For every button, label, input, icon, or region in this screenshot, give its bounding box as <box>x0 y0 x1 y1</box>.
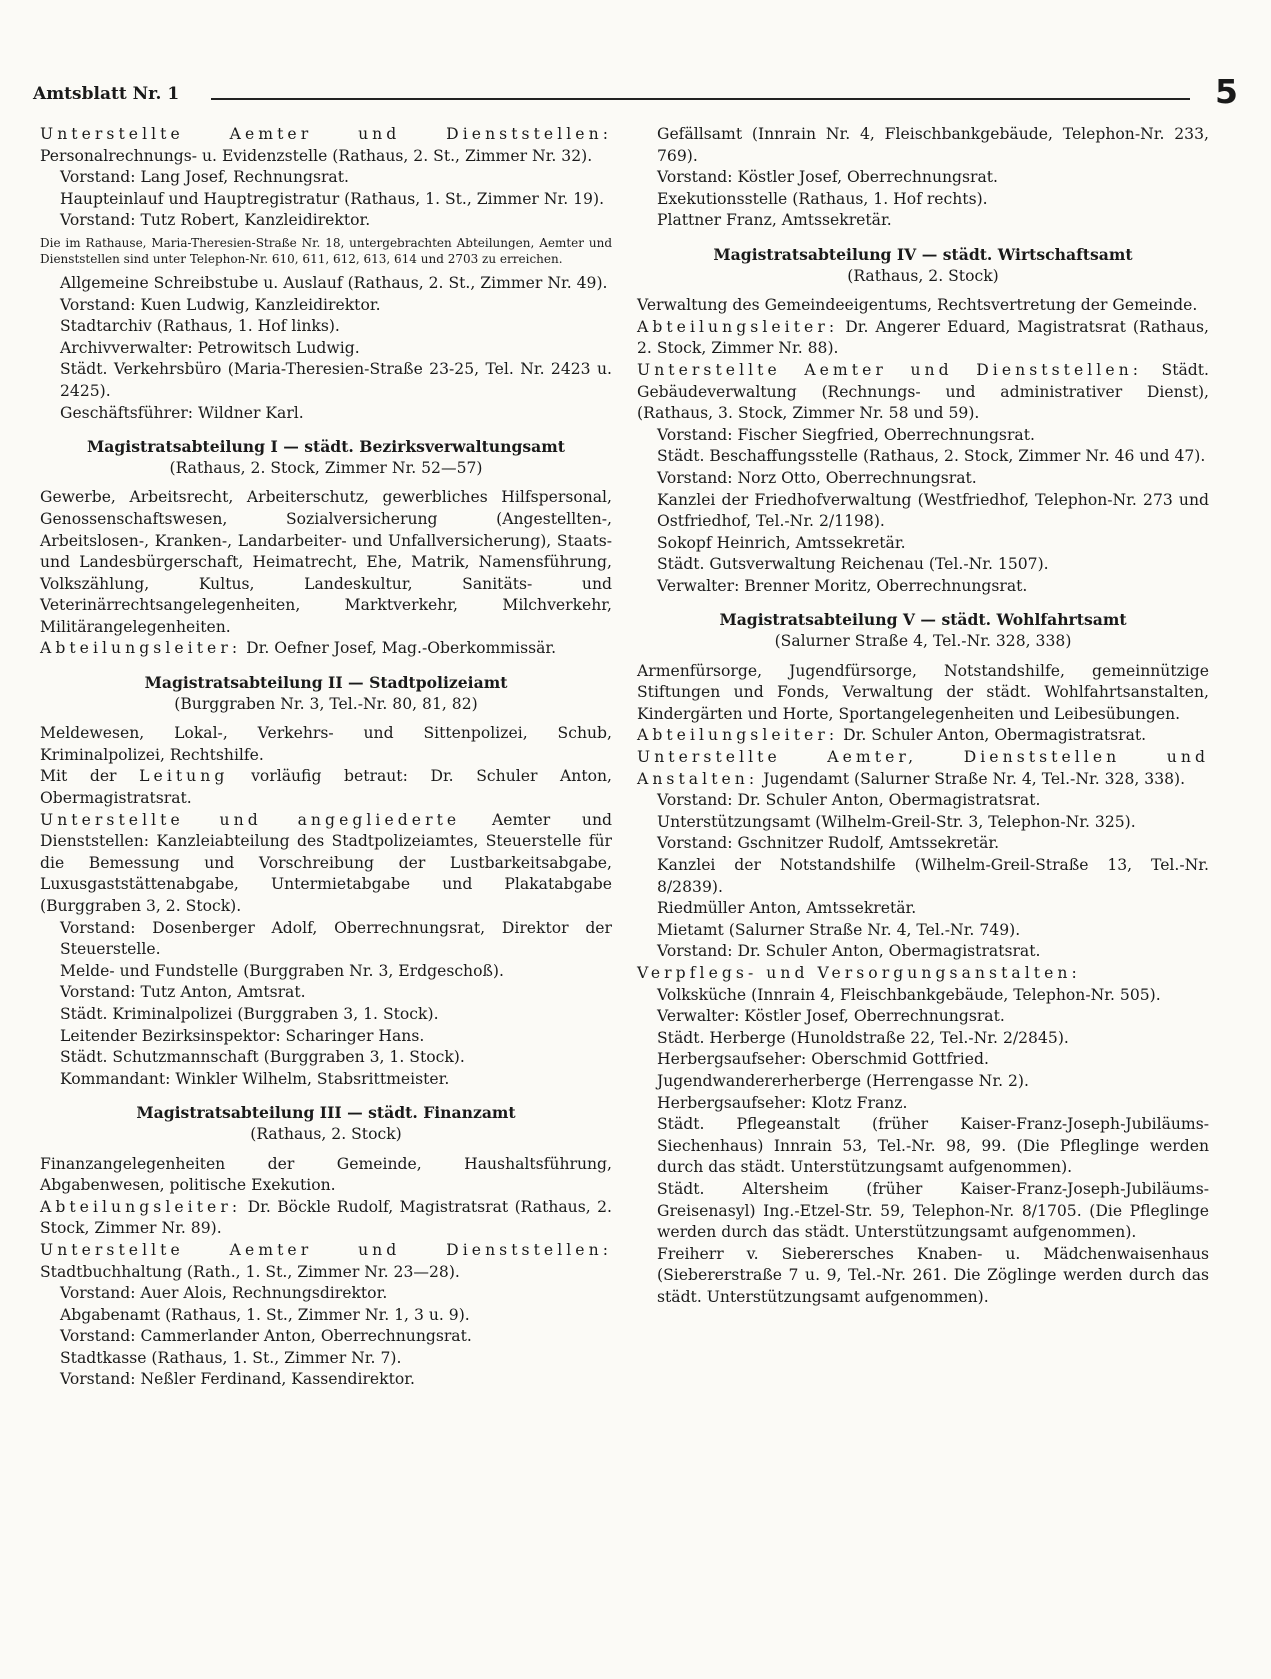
entry-text: Stadtkasse (Rathaus, 1. St., Zimmer Nr. 7). <box>60 1348 402 1367</box>
entry-text: Herbergsaufseher: Klotz Franz. <box>657 1093 908 1112</box>
spaced-label: Abteilungsleiter: <box>637 317 839 336</box>
paragraph <box>40 723 612 766</box>
entry-text: Haupteinlauf und Hauptregistratur (Rathaus, 1. St., Zimmer Nr. 19). <box>60 189 605 208</box>
entry-text: Melde- und Fundstelle (Burggraben Nr. 3, Erdgeschoß). <box>60 961 504 980</box>
entry-text: Dr. Oefner Josef, Mag.-Oberkommissär. <box>246 639 557 658</box>
directory-entry <box>40 1305 612 1327</box>
entry-text: Sokopf Heinrich, Amtssekretär. <box>657 533 906 552</box>
entry-text: Vorstand: Dr. Schuler Anton, Obermagistratsrat. <box>657 942 1041 961</box>
directory-entry <box>637 533 1209 555</box>
directory-entry <box>637 576 1209 598</box>
directory-entry <box>40 316 612 338</box>
paragraph <box>40 1197 612 1240</box>
directory-entry <box>40 338 612 360</box>
section-heading <box>40 672 612 694</box>
directory-entry <box>637 1093 1209 1115</box>
entry-text: Allgemeine Schreibstube u. Auslauf (Rathaus, 2. St., Zimmer Nr. 49). <box>60 273 608 292</box>
entry-text: Städt. Herberge (Hunoldstraße 22, Tel.-Nr. 2/2845). <box>657 1028 1069 1047</box>
directory-entry <box>40 1047 612 1069</box>
page-header <box>33 72 1238 111</box>
spaced-label: Unterstellte Aemter und Dienststellen: <box>40 125 612 143</box>
directory-entry <box>637 189 1209 211</box>
section-subheading <box>40 694 612 716</box>
section-heading <box>637 244 1209 266</box>
section-heading <box>40 1102 612 1124</box>
directory-entry <box>40 1326 612 1348</box>
section-subheading <box>40 1124 612 1146</box>
directory-entry <box>637 490 1209 533</box>
paragraph <box>637 963 1209 985</box>
directory-entry <box>40 189 612 211</box>
entry-text: Städt. Gebäudeverwaltung (Rechnungs- und administrativer Dienst), (Rathaus, 3. Stock, Zimmer Nr. 58 und 59). <box>637 360 1209 423</box>
entry-text: Armenfürsorge, Jugendfürsorge, Notstandshilfe, gemeinnützige Stiftungen und Fonds, Verwaltung der städt. Wohlfahrtsanstalten, Kindergärten und Horte, Sportangelegenheiten und Leibesübungen. <box>637 661 1209 723</box>
journal-title: Amtsblatt Nr. 1 <box>33 84 183 104</box>
entry-text: Herbergsaufseher: Oberschmid Gottfried. <box>657 1050 989 1069</box>
entry-text: Städt. Gutsverwaltung Reichenau (Tel.-Nr. 1507). <box>657 555 1049 574</box>
section-subheading <box>637 631 1209 653</box>
directory-entry <box>40 918 612 961</box>
entry-text: Riedmüller Anton, Amtssekretär. <box>657 899 917 918</box>
directory-entry <box>40 1348 612 1370</box>
entry-text: Volksküche (Innrain 4, Fleischbankgebäude, Telephon-Nr. 505). <box>657 985 1161 1004</box>
entry-text: Verwaltung des Gemeindeeigentums, Rechtsvertretung der Gemeinde. <box>637 296 1198 315</box>
directory-entry <box>637 1071 1209 1093</box>
entry-text: Abgabenamt (Rathaus, 1. St., Zimmer Nr. 1, 3 u. 9). <box>60 1305 470 1324</box>
spaced-label: Abteilungsleiter: <box>637 726 839 745</box>
entry-text: Vorstand: Tutz Anton, Amtsrat. <box>60 983 306 1002</box>
entry-text: Mietamt (Salurner Straße Nr. 4, Tel.-Nr. 749). <box>657 920 1021 939</box>
paragraph <box>637 725 1209 747</box>
entry-text: Städt. Pflegeanstalt (früher Kaiser-Franz-Joseph-Jubiläums-Siechenhaus) Innrain 53, Tel.-Nr. 98, 99. (Die Pfleglinge werden durch das städt. Unterstützungsamt aufgenommen). <box>657 1115 1209 1177</box>
paragraph <box>40 810 612 918</box>
directory-entry <box>637 1244 1209 1309</box>
directory-entry <box>40 167 612 189</box>
entry-text: Vorstand: Auer Alois, Rechnungsdirektor. <box>60 1284 388 1303</box>
section-subheading <box>637 266 1209 288</box>
directory-entry <box>637 446 1209 468</box>
directory-entry <box>637 941 1209 963</box>
paragraph <box>637 295 1209 317</box>
directory-entry <box>637 124 1209 167</box>
entry-text: Kanzlei der Notstandshilfe (Wilhelm-Greil-Straße 13, Tel.-Nr. 8/2839). <box>657 856 1209 896</box>
entry-text: Aemter und Dienststellen: Kanzleiabteilung des Stadtpolizeiamtes, Steuerstelle für die Bemessung und Vorschreibung der Lustbarkeitsabgabe, Luxusgaststättenabgabe, Untermietabgabe und Plakatabgabe (Burggraben 3, 2. Stock). <box>40 810 612 915</box>
directory-entry <box>40 403 612 425</box>
spaced-label: Leitung <box>139 767 229 786</box>
entry-text: Leitender Bezirksinspektor: Scharinger Hans. <box>60 1026 425 1045</box>
directory-entry <box>637 1179 1209 1244</box>
directory-entry <box>40 1026 612 1048</box>
paragraph <box>637 317 1209 360</box>
entry-text: Dr. Böckle Rudolf, Magistratsrat (Rathaus, 2. Stock, Zimmer Nr. 89). <box>40 1197 612 1238</box>
entry-text: Magistratsabteilung V — städt. Wohlfahrtsamt <box>719 610 1127 630</box>
entry-text: (Rathaus, 2. Stock, Zimmer Nr. 52—57) <box>169 458 483 477</box>
entry-text: Magistratsabteilung I — städt. Bezirksverwaltungsamt <box>87 437 565 457</box>
entry-text: Vorstand: Fischer Siegfried, Oberrechnungsrat. <box>657 425 1035 444</box>
entry-text: Magistratsabteilung IV — städt. Wirtschaftsamt <box>713 244 1133 264</box>
directory-entry <box>637 812 1209 834</box>
directory-entry <box>637 210 1209 232</box>
directory-entry <box>40 359 612 402</box>
paragraph <box>637 661 1209 726</box>
entry-text: Vorstand: Neßler Ferdinand, Kassendirektor. <box>60 1370 415 1389</box>
entry-text: Dr. Angerer Eduard, Magistratsrat (Rathaus, 2. Stock, Zimmer Nr. 88). <box>637 317 1209 358</box>
directory-entry <box>637 855 1209 898</box>
directory-entry <box>637 1114 1209 1179</box>
entry-text: Magistratsabteilung III — städt. Finanzamt <box>136 1103 516 1123</box>
paragraph <box>40 487 612 638</box>
directory-entry <box>40 961 612 983</box>
spaced-label: Abteilungsleiter: <box>40 639 242 658</box>
entry-text: Verwalter: Köstler Josef, Oberrechnungsrat. <box>657 1007 1005 1026</box>
entry-text: Vorstand: Cammerlander Anton, Oberrechnungsrat. <box>60 1327 472 1346</box>
entry-text: Personalrechnungs- u. Evidenzstelle (Rathaus, 2. St., Zimmer Nr. 32). <box>40 146 593 165</box>
spaced-label: Verpflegs- und Versorgungsanstalten: <box>637 963 1081 982</box>
directory-entry <box>40 1283 612 1305</box>
entry-text: Meldewesen, Lokal-, Verkehrs- und Sittenpolizei, Schub, Kriminalpolizei, Rechtshilfe. <box>40 724 612 764</box>
spaced-label: Abteilungsleiter: <box>40 1197 242 1216</box>
entry-text: Exekutionsstelle (Rathaus, 1. Hof rechts). <box>657 189 988 208</box>
entry-text: Vorstand: Kuen Ludwig, Kanzleidirektor. <box>60 295 381 314</box>
entry-text: Magistratsabteilung II — Stadtpolizeiamt <box>144 673 508 693</box>
header-rule <box>211 98 1190 100</box>
entry-text: Jugendwandererherberge (Herrengasse Nr. 2). <box>657 1071 1029 1090</box>
entry-text: Vorstand: Gschnitzer Rudolf, Amtssekretär. <box>657 834 1000 853</box>
directory-entry <box>40 295 612 317</box>
entry-text: Städt. Schutzmannschaft (Burggraben 3, 1. Stock). <box>60 1048 465 1067</box>
entry-text: Unterstützungsamt (Wilhelm-Greil-Str. 3, Telephon-Nr. 325). <box>657 812 1136 831</box>
paragraph <box>637 747 1209 790</box>
entry-text: Jugendamt (Salurner Straße Nr. 4, Tel.-Nr. 328, 338). <box>763 769 1186 788</box>
directory-entry <box>637 468 1209 490</box>
footnote <box>40 235 612 268</box>
entry-text: Vorstand: Köstler Josef, Oberrechnungsrat. <box>657 168 998 187</box>
right-column <box>637 124 1209 1308</box>
entry-text: Städt. Beschaffungsstelle (Rathaus, 2. Stock, Zimmer Nr. 46 und 47). <box>657 447 1206 466</box>
section-heading <box>637 609 1209 631</box>
entry-text: Städt. Altersheim (früher Kaiser-Franz-Joseph-Jubiläums-Greisenasyl) Ing.-Etzel-Str. 59, Telephon-Nr. 8/1705. (Die Pfleglinge werden durch das städt. Unterstützungsamt aufgenommen). <box>657 1179 1209 1242</box>
directory-entry <box>637 1006 1209 1028</box>
entry-text: (Burggraben Nr. 3, Tel.-Nr. 80, 81, 82) <box>174 694 478 713</box>
left-column <box>40 124 612 1391</box>
entry-text: Gewerbe, Arbeitsrecht, Arbeiterschutz, gewerbliches Hilfspersonal, Genossenschaftswesen, Sozialversicherung (Angestellten-, Arbeitslosen-, Kranken-, Landarbeiter- und Unfallversicherung), Staats- und Landesbürgerschaft, Heimatrecht, Ehe, Matrik, Namensführung, Volkszählung, Kultus, Landeskultur, Sanitäts- und Veterinärrechtsangelegenheiten, Marktverkehr, Milchverkehr, Militärangelegenheiten. <box>40 488 612 636</box>
spaced-label: Unterstellte Aemter, Dienststellen und Anstalten: <box>637 748 1209 788</box>
section-subheading <box>40 458 612 480</box>
directory-entry <box>637 167 1209 189</box>
directory-entry <box>637 833 1209 855</box>
directory-entry <box>40 982 612 1004</box>
entry-prefix: Mit der <box>40 767 117 786</box>
directory-entry <box>637 1028 1209 1050</box>
directory-entry <box>40 1069 612 1091</box>
entry-text: Geschäftsführer: Wildner Karl. <box>60 403 304 422</box>
entry-text: Stadtbuchhaltung (Rath., 1. St., Zimmer Nr. 23—28). <box>40 1262 460 1281</box>
paragraph <box>40 638 612 660</box>
entry-text: Städt. Kriminalpolizei (Burggraben 3, 1. Stock). <box>60 1004 439 1023</box>
directory-entry <box>637 790 1209 812</box>
entry-text: Plattner Franz, Amtssekretär. <box>657 211 892 230</box>
entry-text: Stadtarchiv (Rathaus, 1. Hof links). <box>60 317 340 336</box>
paragraph <box>40 124 612 167</box>
entry-text: Städt. Verkehrsbüro (Maria-Theresien-Straße 23-25, Tel. Nr. 2423 u. 2425). <box>60 360 612 400</box>
entry-text: Verwalter: Brenner Moritz, Oberrechnungsrat. <box>657 576 1028 595</box>
directory-entry <box>637 898 1209 920</box>
directory-entry <box>637 554 1209 576</box>
entry-text: Gefällsamt (Innrain Nr. 4, Fleischbankgebäude, Telephon-Nr. 233, 769). <box>657 125 1209 165</box>
entry-text: Die im Rathause, Maria-Theresien-Straße Nr. 18, untergebrachten Abteilungen, Aemter und Dienststellen sind unter Telephon-Nr. 610, 611, 612, 613, 614 und 2703 zu erreichen. <box>40 235 612 267</box>
entry-text: Freiherr v. Sieberersches Knaben- u. Mädchenwaisenhaus (Siebererstraße 7 u. 9, Tel.-Nr. 261. Die Zöglinge werden durch das städt. Unterstützungsamt aufgenommen). <box>657 1244 1209 1306</box>
directory-entry <box>637 425 1209 447</box>
entry-text: Vorstand: Norz Otto, Oberrechnungsrat. <box>657 468 977 487</box>
spaced-label: Unterstellte und angegliederte <box>40 810 461 829</box>
paragraph <box>40 766 612 809</box>
spaced-label: Unterstellte Aemter und Dienststellen: <box>637 360 1143 379</box>
directory-entry <box>637 1049 1209 1071</box>
entry-text: Dr. Schuler Anton, Obermagistratsrat. <box>843 726 1147 745</box>
paragraph <box>40 1154 612 1197</box>
entry-text: Archivverwalter: Petrowitsch Ludwig. <box>60 338 360 357</box>
entry-text: Vorstand: Lang Josef, Rechnungsrat. <box>60 168 349 187</box>
entry-text: Finanzangelegenheiten der Gemeinde, Haushaltsführung, Abgabenwesen, politische Exekution. <box>40 1154 612 1195</box>
entry-text: (Salurner Straße 4, Tel.-Nr. 328, 338) <box>774 632 1072 651</box>
directory-entry <box>40 1369 612 1391</box>
directory-entry <box>637 920 1209 942</box>
section-heading <box>40 436 612 458</box>
entry-text: (Rathaus, 2. Stock) <box>250 1124 402 1143</box>
entry-text: vorläufig betraut: Dr. Schuler Anton, Obermagistratsrat. <box>40 767 612 808</box>
entry-text: Vorstand: Dr. Schuler Anton, Obermagistratsrat. <box>657 791 1041 810</box>
paragraph <box>40 1240 612 1283</box>
paragraph <box>637 360 1209 425</box>
entry-text: Kommandant: Winkler Wilhelm, Stabsrittmeister. <box>60 1069 450 1088</box>
entry-text: Vorstand: Tutz Robert, Kanzleidirektor. <box>60 211 371 230</box>
spaced-label: Unterstellte Aemter und Dienststellen: <box>40 1240 612 1259</box>
directory-entry <box>40 210 612 232</box>
directory-entry <box>40 1004 612 1026</box>
directory-entry <box>40 273 612 295</box>
entry-text: (Rathaus, 2. Stock) <box>847 266 999 285</box>
page-number: 5 <box>1215 72 1238 111</box>
directory-entry <box>637 985 1209 1007</box>
entry-text: Vorstand: Dosenberger Adolf, Oberrechnungsrat, Direktor der Steuerstelle. <box>60 918 612 959</box>
entry-text: Kanzlei der Friedhofverwaltung (Westfriedhof, Telephon-Nr. 273 und Ostfriedhof, Tel.-Nr. 2/1198). <box>657 490 1209 531</box>
